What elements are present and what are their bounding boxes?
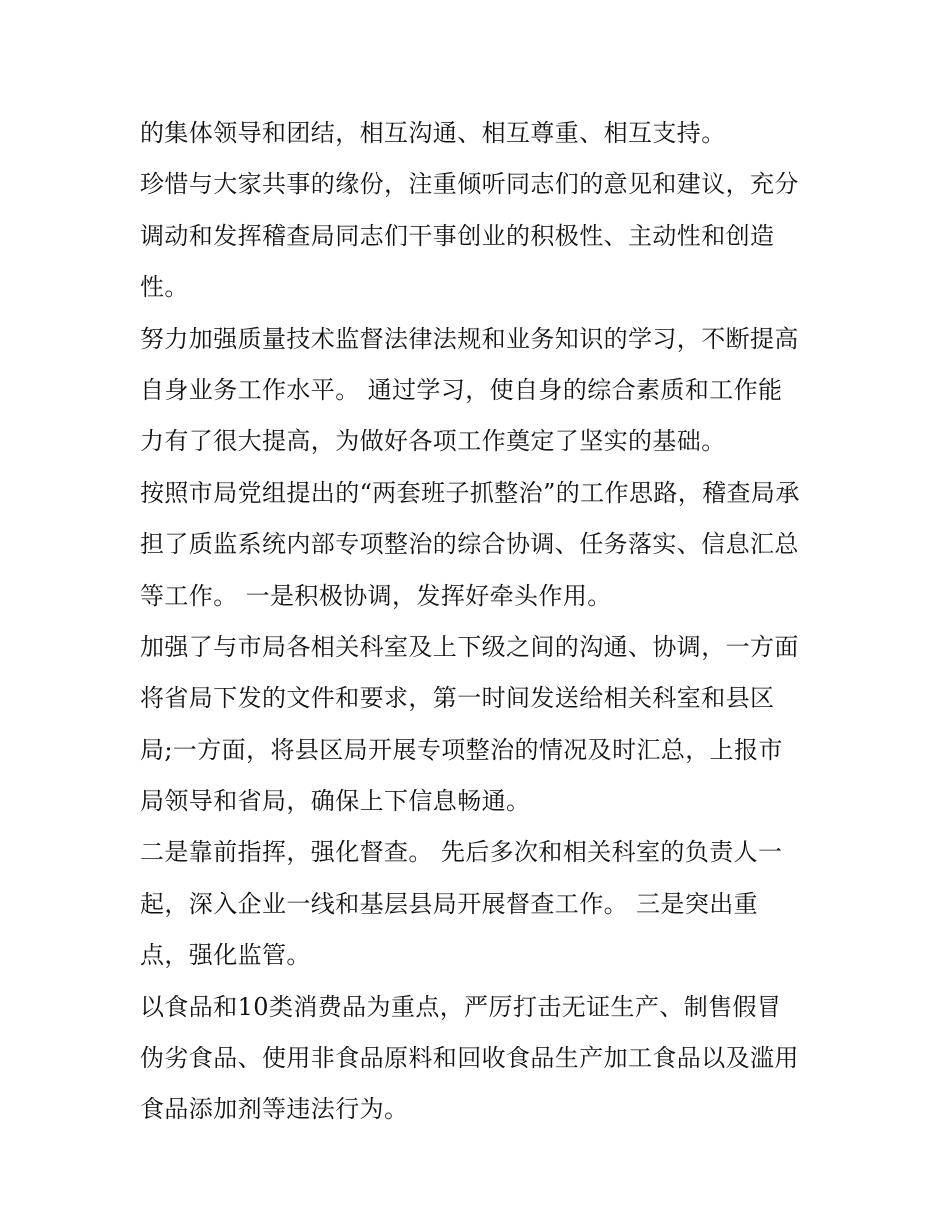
text-line: 局;一方面，将县区局开展专项整治的情况及时汇总，上报市 xyxy=(140,735,783,764)
text-line: 调动和发挥稽查局同志们干事创业的积极性、主动性和创造 xyxy=(140,221,775,250)
text-line: 二是靠前指挥，强化督查。 先后多次和相关科室的负责人一 xyxy=(140,838,783,867)
text-line: 力有了很大提高，为做好各项工作奠定了坚实的基础。 xyxy=(140,427,726,456)
text-line: 等工作。 一是积极协调，发挥好牵头作用。 xyxy=(140,581,612,610)
text-line: 点，强化监管。 xyxy=(140,941,311,970)
text-line: 局领导和省局，确保上下信息畅通。 xyxy=(140,787,531,816)
text-line: 按照市局党组提出的“两套班子抓整治”的工作思路，稽查局承 xyxy=(140,478,800,507)
text-line: 性。 xyxy=(140,273,189,302)
text-line: 努力加强质量技术监督法律法规和业务知识的学习，不断提高 xyxy=(140,324,799,353)
text-line: 加强了与市局各相关科室及上下级之间的沟通、协调，一方面 xyxy=(140,632,799,661)
document-body xyxy=(140,108,830,1136)
text-line: 担了质监系统内部专项整治的综合协调、任务落实、信息汇总 xyxy=(140,530,799,559)
text-line: 珍惜与大家共事的缘份，注重倾听同志们的意见和建议，充分 xyxy=(140,170,799,199)
text-line: 的集体领导和团结，相互沟通、相互尊重、相互支持。 xyxy=(140,119,726,147)
text-line: 起，深入企业一线和基层县局开展督查工作。 三是突出重 xyxy=(140,889,759,918)
text-line: 以食品和10类消费品为重点，严厉打击无证生产、制售假冒 xyxy=(140,992,782,1021)
text-line: 将省局下发的文件和要求，第一时间发送给相关科室和县区 xyxy=(140,684,775,713)
text-line: 自身业务工作水平。 通过学习，使自身的综合素质和工作能 xyxy=(140,375,783,404)
text-line: 食品添加剂等违法行为。 xyxy=(140,1095,409,1124)
text-line: 伪劣食品、使用非食品原料和回收食品生产加工食品以及滥用 xyxy=(140,1044,799,1073)
